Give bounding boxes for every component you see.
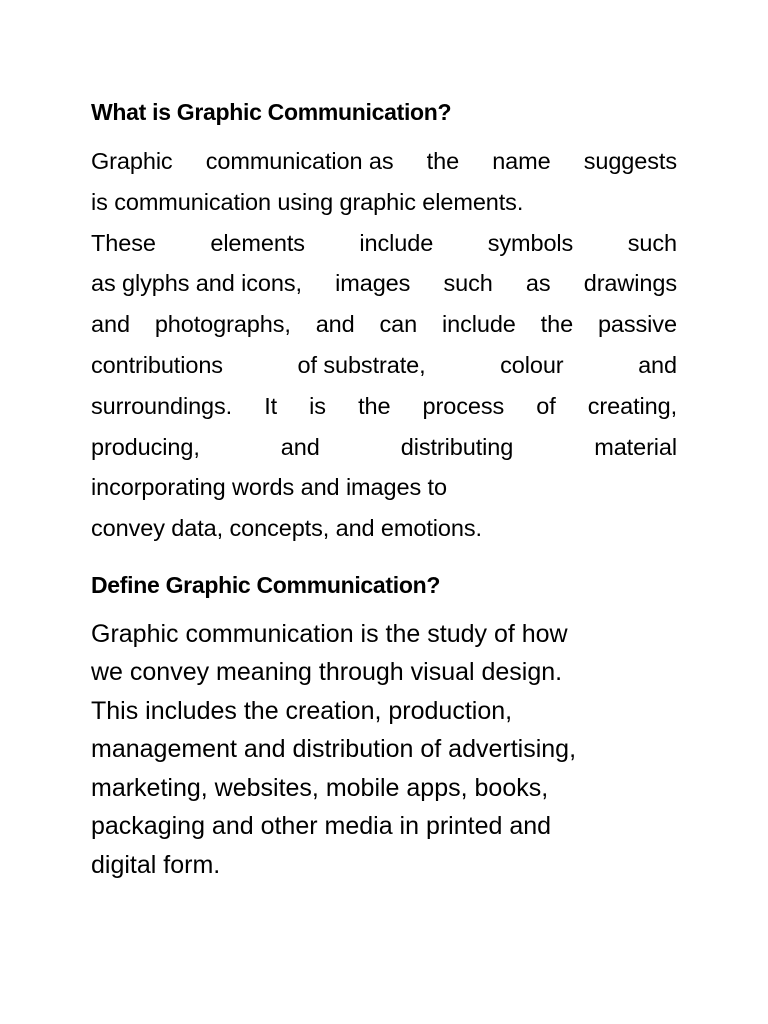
section-heading-what-is: What is Graphic Communication? (91, 99, 452, 125)
paragraph-line: packaging and other media in printed and (91, 812, 552, 841)
paragraph-line: Graphic communication is the study of how (91, 619, 568, 648)
paragraph-word: such (627, 229, 677, 256)
paragraph-word: and (638, 351, 677, 378)
paragraph-word: contributions (91, 351, 223, 378)
paragraph-word: distributing (400, 433, 514, 460)
paragraph-line (91, 386, 677, 427)
paragraph-word: such (443, 270, 493, 297)
paragraph-line (91, 304, 677, 345)
paragraph-line (91, 263, 677, 304)
paragraph-word: drawings (583, 270, 677, 297)
paragraph-word: surroundings. (91, 392, 233, 419)
paragraph-word: and (280, 433, 320, 460)
section-paragraph-define (91, 615, 677, 885)
paragraph-word: can (379, 311, 418, 338)
paragraph-word: is (309, 392, 326, 419)
paragraph-word: Graphic (91, 148, 173, 174)
paragraph-line: is communication using graphic elements. (91, 188, 524, 215)
paragraph-word: photographs, (154, 311, 291, 338)
paragraph-line: marketing, websites, mobile apps, books, (91, 773, 549, 802)
paragraph-word: include (442, 311, 516, 338)
paragraph-line (91, 345, 677, 386)
section-paragraph-what-is (91, 141, 677, 549)
paragraph-word: colour (500, 351, 564, 378)
section-heading-define: Define Graphic Communication? (91, 571, 441, 598)
paragraph-word: producing, (91, 433, 200, 460)
paragraph-word: suggests (583, 148, 677, 174)
paragraph-word: and (91, 311, 130, 338)
paragraph-word: the (426, 148, 460, 174)
paragraph-word: passive (597, 311, 677, 338)
paragraph-word: material (594, 433, 677, 460)
document-page (91, 96, 677, 884)
paragraph-word: images (335, 270, 411, 297)
paragraph-word: These (91, 229, 156, 256)
paragraph-word: as (525, 270, 551, 297)
paragraph-line (91, 141, 677, 182)
paragraph-word: creating, (587, 392, 677, 419)
paragraph-word: symbols (487, 229, 574, 256)
paragraph-word: of substrate, (297, 351, 426, 378)
paragraph-word: elements (210, 229, 305, 256)
paragraph-line: management and distribution of advertising, (91, 735, 577, 764)
paragraph-line: digital form. (91, 850, 221, 879)
paragraph-word: and (315, 311, 355, 338)
paragraph-word: process (422, 392, 505, 419)
paragraph-line (91, 427, 677, 468)
paragraph-word: the (540, 311, 574, 338)
paragraph-line: This includes the creation, production, (91, 696, 513, 725)
paragraph-word: include (359, 229, 434, 256)
paragraph-line: incorporating words and images to (91, 474, 447, 501)
paragraph-line: we convey meaning through visual design. (91, 658, 563, 687)
paragraph-word: of (536, 392, 556, 419)
paragraph-word: communication as (205, 148, 394, 174)
paragraph-line (91, 223, 677, 264)
paragraph-word: It (264, 392, 278, 419)
paragraph-line: convey data, concepts, and emotions. (91, 515, 482, 542)
paragraph-word: name (492, 148, 551, 174)
paragraph-word: as glyphs and icons, (91, 270, 302, 297)
paragraph-word: the (358, 392, 391, 419)
